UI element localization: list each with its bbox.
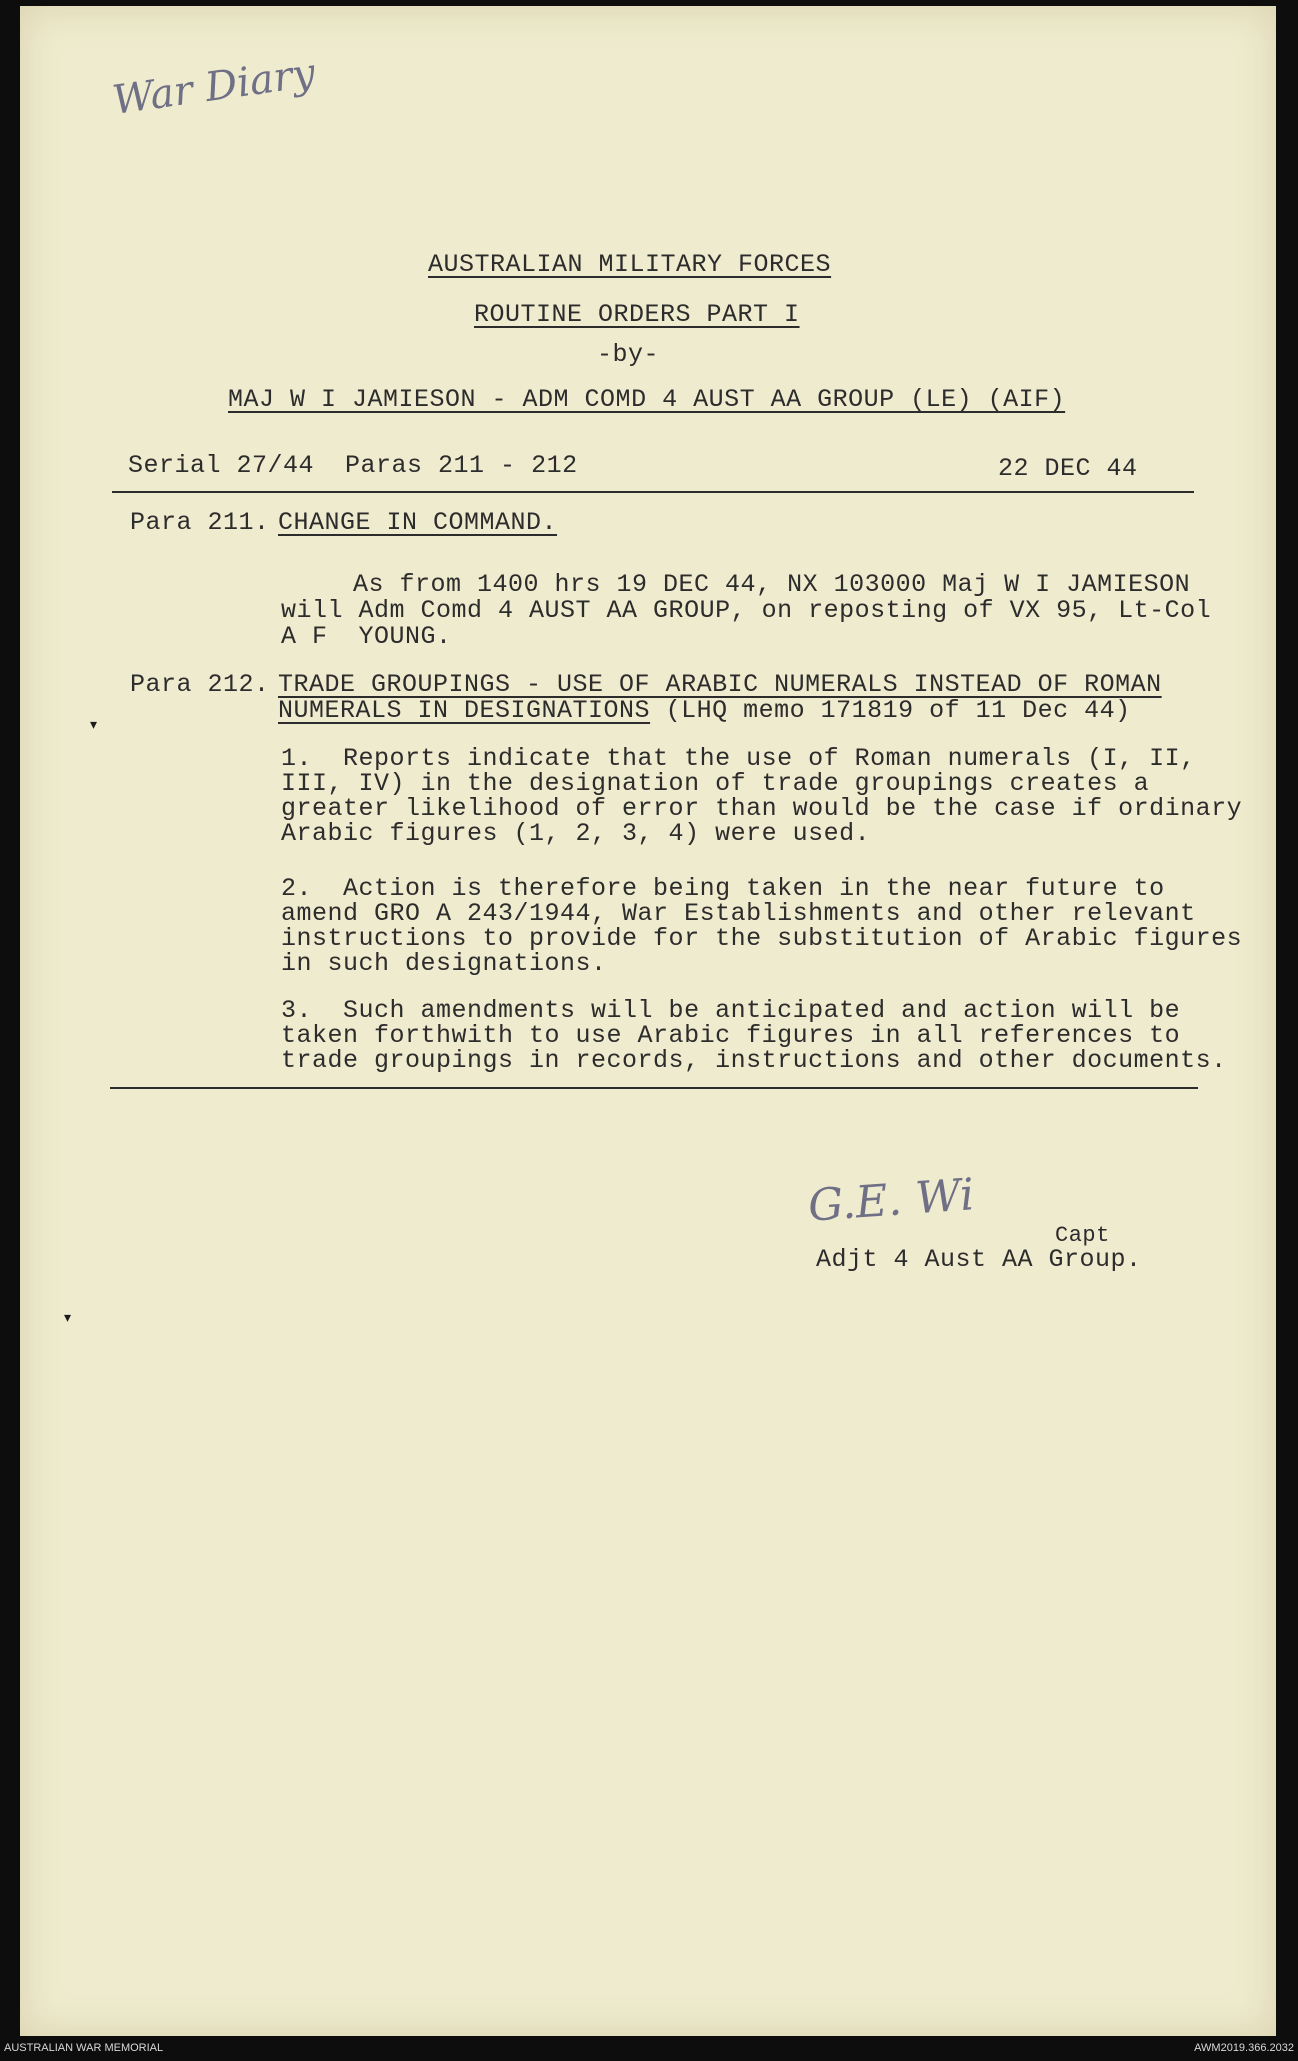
para-211-number: Para 211. <box>130 508 270 537</box>
punch-hole-mark-lower: ▾ <box>64 1310 72 1326</box>
item-3-line-3: trade groupings in records, instructions and other documents. <box>281 1046 1227 1075</box>
footer-accession-number: AWM2019.366.2032 <box>1194 2042 1294 2054</box>
footer-institution: AUSTRALIAN WAR MEMORIAL <box>4 2042 164 2054</box>
item-3-line-2: taken forthwith to use Arabic figures in all references to <box>281 1021 1181 1050</box>
heading-commander: MAJ W I JAMIESON - ADM COMD 4 AUST AA GROUP (LE) (AIF) <box>228 385 1066 414</box>
signature-scrawl: G.E. Wi <box>806 1169 976 1232</box>
serial-reference: Serial 27/44 Paras 211 - 212 <box>128 451 578 480</box>
item-1-line-1: 1. Reports indicate that the use of Roman numerals (I, II, <box>281 744 1196 773</box>
para-211-line-3: A F YOUNG. <box>281 622 452 651</box>
heading-by: -by- <box>597 340 660 369</box>
handwritten-annotation: War Diary <box>109 50 318 124</box>
divider-bottom <box>110 1087 1198 1089</box>
item-2-line-2: amend GRO A 243/1944, War Establishments and other relevant <box>281 899 1196 928</box>
para-211-title: CHANGE IN COMMAND. <box>278 508 558 537</box>
para-212-title-continued: NUMERALS IN DESIGNATIONS <box>278 696 651 725</box>
item-2-line-3: instructions to provide for the substitution of Arabic figures <box>281 924 1243 953</box>
para-212-reference: (LHQ memo 171819 of 11 Dec 44) <box>650 696 1131 725</box>
order-date: 22 DEC 44 <box>998 454 1138 483</box>
signature-title: Adjt 4 Aust AA Group. <box>816 1245 1142 1274</box>
item-1-line-4: Arabic figures (1, 2, 3, 4) were used. <box>281 819 871 848</box>
divider-top <box>112 491 1194 493</box>
punch-hole-mark-upper: ▾ <box>90 717 98 733</box>
item-1-line-3: greater likelihood of error than would be the case if ordinary <box>281 794 1243 823</box>
para-211-line-2: will Adm Comd 4 AUST AA GROUP, on reposting of VX 95, Lt-Col <box>281 596 1212 625</box>
item-1-line-2: III, IV) in the designation of trade groupings creates a <box>281 769 1150 798</box>
para-212-title-line-1: TRADE GROUPINGS - USE OF ARABIC NUMERALS INSTEAD OF ROMAN <box>278 670 1162 699</box>
heading-orders: ROUTINE ORDERS PART I <box>474 300 800 329</box>
para-212-title-line-2 <box>278 696 1131 725</box>
item-2-line-4: in such designations. <box>281 949 607 978</box>
signature-rank: Capt <box>1055 1223 1110 1248</box>
item-3-line-1: 3. Such amendments will be anticipated and action will be <box>281 996 1181 1025</box>
heading-organisation: AUSTRALIAN MILITARY FORCES <box>428 250 832 279</box>
item-2-line-1: 2. Action is therefore being taken in the near future to <box>281 874 1165 903</box>
para-211-line-1: As from 1400 hrs 19 DEC 44, NX 103000 Maj W I JAMIESON <box>353 570 1191 599</box>
para-212-number: Para 212. <box>130 670 270 699</box>
